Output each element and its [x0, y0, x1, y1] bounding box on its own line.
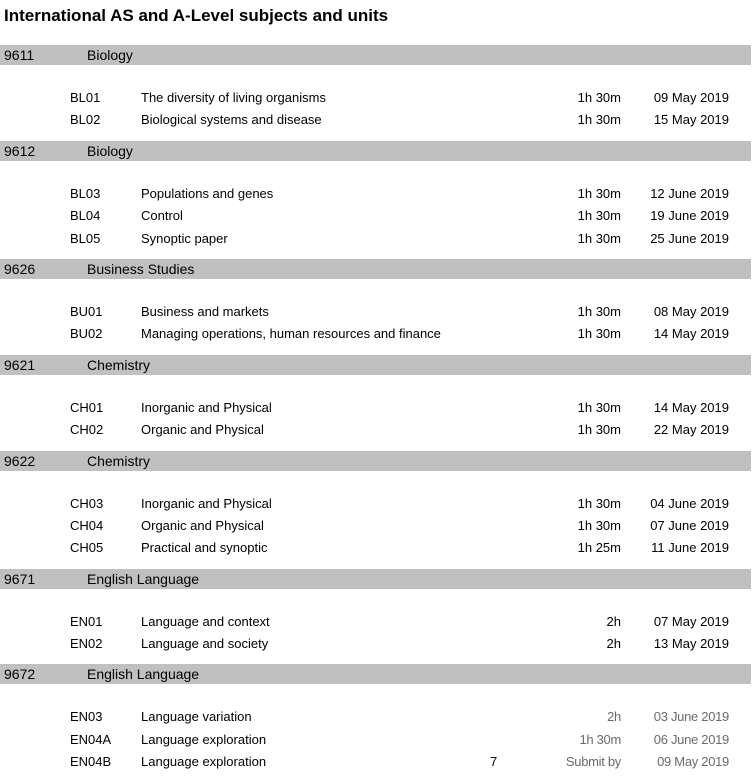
unit-date: 09 May 2019 [653, 90, 729, 105]
unit-code: BL01 [70, 90, 101, 105]
subject-group [0, 141, 751, 259]
page-title: International AS and A-Level subjects and units [4, 6, 389, 25]
unit-duration: 1h 30m [577, 399, 621, 415]
unit-duration: 1h 30m [579, 731, 621, 747]
unit-duration: 1h 30m [577, 422, 621, 438]
subject-header [0, 355, 751, 375]
unit-row [0, 323, 751, 345]
unit-row [0, 706, 751, 728]
unit-code: BU02 [70, 326, 103, 342]
unit-date: 07 June 2019 [650, 517, 729, 533]
subject-name: Biology [87, 47, 133, 63]
subject-name: English Language [87, 570, 200, 587]
unit-title: Inorganic and Physical [141, 399, 272, 415]
unit-title: Biological systems and disease [141, 112, 322, 128]
subject-code: 9611 [4, 47, 35, 63]
unit-row [0, 397, 751, 419]
unit-duration: 1h 30m [577, 208, 621, 224]
unit-row [0, 515, 751, 537]
subject-code: 9622 [4, 452, 36, 469]
unit-code: BL03 [70, 185, 101, 201]
unit-title: Language and society [141, 636, 269, 652]
unit-row [0, 537, 751, 559]
unit-list [0, 161, 751, 259]
unit-date: 13 May 2019 [653, 636, 729, 652]
unit-title: Practical and synoptic [141, 540, 268, 556]
unit-date: 12 June 2019 [650, 185, 729, 201]
unit-duration: 1h 30m [577, 326, 621, 342]
unit-duration: 1h 30m [577, 303, 621, 319]
unit-title: Inorganic and Physical [141, 495, 272, 511]
subject-code: 9672 [4, 666, 36, 683]
unit-date: 03 June 2019 [653, 709, 729, 725]
subject-header [0, 664, 751, 684]
subject-group [0, 259, 751, 355]
page-number: 7 [490, 754, 498, 770]
unit-row [0, 87, 751, 109]
subject-group [0, 355, 751, 451]
subject-group [0, 664, 751, 782]
subject-group [0, 451, 751, 569]
subjects-table [0, 45, 751, 783]
unit-list [0, 589, 751, 665]
unit-list [0, 471, 751, 569]
unit-duration: 2h [606, 636, 621, 652]
unit-code: CH05 [70, 540, 104, 556]
subject-header [0, 45, 751, 65]
unit-row [0, 751, 751, 773]
subject-name: Chemistry [87, 452, 151, 469]
unit-title: Language exploration [141, 731, 267, 747]
unit-row [0, 419, 751, 441]
subject-header [0, 141, 751, 161]
unit-title: Language exploration [141, 754, 267, 770]
unit-date: 19 June 2019 [650, 208, 729, 224]
unit-title: Managing operations, human resources and finance [141, 326, 441, 342]
unit-date: 14 May 2019 [653, 326, 729, 342]
unit-row [0, 183, 751, 205]
unit-duration: 2h [606, 613, 621, 629]
unit-date: 25 June 2019 [650, 230, 729, 246]
unit-title: Business and markets [141, 303, 269, 319]
unit-code: BU01 [70, 303, 103, 319]
unit-title: Language and context [141, 613, 270, 629]
unit-date: 08 May 2019 [653, 303, 729, 319]
subject-code: 9671 [4, 570, 36, 587]
unit-list [0, 279, 751, 355]
unit-date: 11 June 2019 [651, 540, 729, 556]
unit-duration: 1h 30m [577, 495, 621, 511]
unit-duration: 1h 30m [577, 112, 621, 128]
unit-title: The diversity of living organisms [141, 90, 326, 105]
unit-list [0, 375, 751, 451]
unit-code: CH02 [70, 422, 104, 438]
unit-code: EN03 [70, 709, 103, 725]
unit-title: Organic and Physical [141, 422, 264, 438]
unit-row [0, 109, 751, 131]
unit-row [0, 301, 751, 323]
unit-date: 22 May 2019 [653, 422, 729, 438]
unit-list [0, 65, 751, 141]
unit-code: BL04 [70, 208, 101, 224]
unit-row [0, 205, 751, 227]
unit-duration: 1h 30m [577, 185, 621, 201]
subject-name: Biology [87, 142, 133, 159]
unit-duration: 1h 30m [577, 90, 621, 105]
unit-date: 09 May 2019 [657, 754, 729, 770]
unit-row [0, 228, 751, 250]
subject-header [0, 259, 751, 279]
unit-code: CH03 [70, 495, 104, 511]
unit-date: 07 May 2019 [653, 613, 729, 629]
unit-title: Language variation [141, 709, 252, 725]
unit-duration: 2h [607, 709, 621, 725]
unit-date: 06 June 2019 [653, 731, 729, 747]
unit-date: 15 May 2019 [653, 112, 729, 128]
unit-title: Populations and genes [141, 185, 274, 201]
subject-name: Chemistry [87, 356, 151, 373]
unit-date: 04 June 2019 [650, 495, 729, 511]
unit-code: EN02 [70, 636, 103, 652]
unit-row [0, 633, 751, 655]
unit-code: BL02 [70, 112, 101, 128]
unit-title: Synoptic paper [141, 230, 228, 246]
subject-code: 9621 [4, 356, 36, 373]
unit-duration: 1h 30m [577, 230, 621, 246]
unit-code: CH04 [70, 517, 104, 533]
unit-duration: 1h 25m [577, 540, 621, 556]
unit-code: EN01 [70, 613, 103, 629]
unit-code: EN04B [70, 754, 112, 770]
unit-row [0, 493, 751, 515]
subject-group [0, 569, 751, 665]
unit-code: BL05 [70, 230, 101, 246]
subject-name: Business Studies [87, 260, 195, 277]
subject-group [0, 45, 751, 141]
subject-code: 9612 [4, 142, 36, 159]
subject-header [0, 451, 751, 471]
unit-title: Organic and Physical [141, 517, 264, 533]
subject-name: English Language [87, 666, 200, 683]
unit-row [0, 611, 751, 633]
unit-code: CH01 [70, 399, 104, 415]
unit-duration: Submit by [565, 754, 621, 770]
subject-header [0, 569, 751, 589]
unit-code: EN04A [70, 731, 112, 747]
unit-list [0, 684, 751, 782]
unit-date: 14 May 2019 [653, 399, 729, 415]
unit-row [0, 729, 751, 751]
unit-duration: 1h 30m [577, 517, 621, 533]
unit-title: Control [141, 208, 183, 224]
subject-code: 9626 [4, 260, 36, 277]
